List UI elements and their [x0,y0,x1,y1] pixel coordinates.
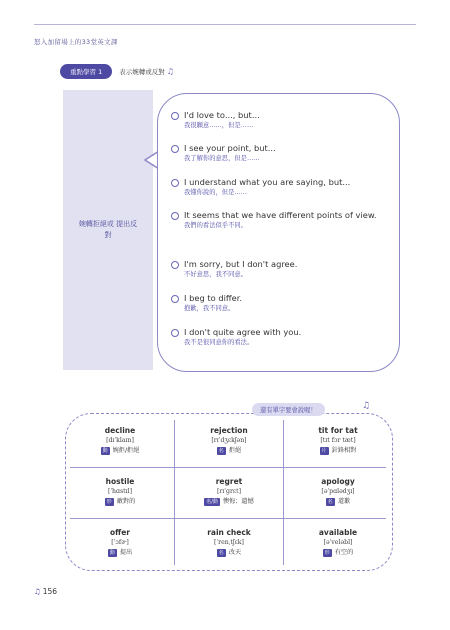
pos-badge: 名 [327,499,333,505]
vocab-cell [66,476,174,507]
vocab-meaning: 針鋒相對 [331,447,357,454]
vocab-divider [70,518,386,519]
section-pill: 重點學習 1 [60,64,112,79]
vocab-meaning: 拒絕 [228,447,242,454]
category-panel [63,90,153,370]
circle-bullet-icon [171,329,179,337]
vocab-cell [284,476,392,507]
circle-bullet-icon [171,112,179,120]
page-number: 156 [42,587,58,596]
pos-badge: 動 [102,448,108,454]
vocab-cell [175,425,283,456]
phrase-english: I'm sorry, but I don't agree. [184,259,298,269]
phrase-english: I see your point, but... [184,143,276,153]
vocab-divider [70,467,386,468]
phrase-item [171,143,389,164]
pos-badge: 形 [106,499,112,505]
header-rule [34,24,416,25]
vocab-meaning: 敵對的 [116,498,136,505]
vocab-word: decline [104,426,136,435]
section-description: 表示婉轉或反對 [119,68,165,76]
pos-badge: 名 [218,448,224,454]
vocab-ipa: [rɪˈgrɛt] [216,488,242,495]
music-note-icon: ♫ [34,587,41,596]
pos-badge: 形 [324,550,330,556]
music-note-icon: ♫ [362,401,371,411]
vocab-cell [175,476,283,507]
vocab-word: rain check [207,528,251,537]
vocab-meaning: 提出 [119,549,133,556]
phrase-chinese: 不好意思，我不同意。 [184,271,247,278]
pos-badge: 名/動 [206,499,218,505]
vocab-tag: 還有單字要會說喔！ [252,403,325,416]
phrase-item [171,327,389,348]
vocab-ipa: [rɪˈdʒɛkʃən] [211,437,247,444]
vocab-meaning: 婉拒/拒絕 [112,447,140,454]
circle-bullet-icon [171,261,179,269]
phrase-english: It seems that we have different points of view. [184,210,377,220]
vocab-ipa: [əˈveləbl] [323,539,353,546]
pos-badge: 名 [218,550,224,556]
vocab-ipa: [dɪˈklaɪn] [106,437,134,444]
vocab-ipa: [ˈrenˌtʃɛk] [214,539,244,546]
phrase-item [171,177,389,198]
phrase-item [171,259,389,280]
vocab-word: available [318,528,358,537]
vocab-cell [66,527,174,558]
phrase-item [171,293,389,314]
phrase-chinese: 我們的看法似乎不同。 [184,222,247,229]
pos-badge: 片 [321,448,327,454]
phrase-chinese: 我了解你的意思，但是…… [184,155,260,162]
phrase-english: I don't quite agree with you. [184,327,302,337]
phrase-chinese: 抱歉，我不同意。 [184,305,235,312]
phrase-english: I understand what you are saying, but... [184,177,351,187]
phrase-english: I'd love to..., but... [184,110,260,120]
phrase-item [171,210,389,231]
phrase-english: I beg to differ. [184,293,243,303]
page-footer [34,587,57,596]
vocab-meaning: 有空的 [334,549,354,556]
book-title: 怒入加留場上的33堂英文課 [34,38,118,46]
vocab-cell [66,425,174,456]
vocab-word: rejection [210,426,248,435]
vocab-meaning: 道歉 [337,498,351,505]
circle-bullet-icon [171,179,179,187]
phrase-chinese: 我懂你說的，但是…… [184,189,247,196]
vocab-ipa: [ˈɔfɚ] [111,539,129,546]
phrase-chinese: 我不是很同意你的看法。 [184,339,254,346]
music-note-icon: ♫ [166,67,174,76]
circle-bullet-icon [171,145,179,153]
section-heading [60,64,174,79]
vocab-ipa: [əˈpɑlədʒɪ] [321,488,355,495]
phrase-chinese: 我很願意……，但是…… [184,122,254,129]
vocab-cell [175,527,283,558]
phrase-item [171,110,389,131]
circle-bullet-icon [171,295,179,303]
vocab-ipa: [ˈhɑstɪl] [107,488,133,495]
vocab-cell [284,425,392,456]
vocab-meaning: 懊悔；遺憾 [222,498,254,505]
vocab-word: hostile [105,477,135,486]
vocab-ipa: [tɪt fɔr tæt] [320,437,356,444]
pos-badge: 動 [109,550,115,556]
vocab-word: offer [109,528,130,537]
vocab-word: regret [215,477,243,486]
vocab-meaning: 改天 [228,549,242,556]
category-label: 婉轉拒絕或 提出反對 [78,220,138,239]
vocab-cell [284,527,392,558]
vocab-word: apology [321,477,355,486]
vocab-word: tit for tat [318,426,358,435]
circle-bullet-icon [171,212,179,220]
